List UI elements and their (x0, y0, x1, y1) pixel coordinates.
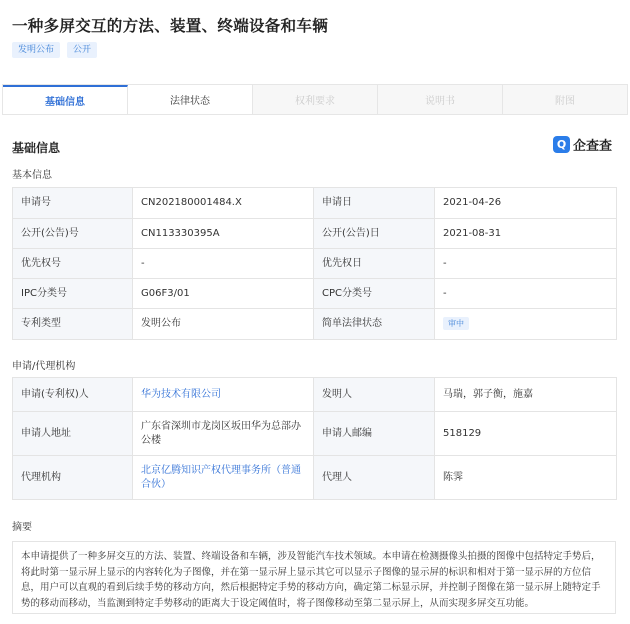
tab-basic-info[interactable]: 基础信息 (3, 85, 128, 114)
page-title: 一种多屏交互的方法、装置、终端设备和车辆 (12, 17, 329, 35)
tab-drawings[interactable]: 附图 (555, 96, 575, 107)
brand-q-icon: Q (553, 136, 570, 153)
field-label: 公开(公告)号 (13, 219, 133, 249)
abstract-heading: 摘要 (12, 522, 32, 533)
field-value: 2021-08-31 (435, 219, 617, 249)
field-label: 申请人地址 (13, 412, 133, 456)
field-label: 优先权号 (13, 249, 133, 279)
field-value: - (435, 249, 617, 279)
agency-table (12, 377, 617, 500)
status-badge: 审中 (443, 317, 469, 330)
table-row (13, 219, 617, 249)
table-row (13, 412, 617, 456)
field-value: 2021-04-26 (435, 188, 617, 219)
agency-heading: 申请/代理机构 (12, 361, 76, 372)
field-value: 518129 (435, 412, 617, 456)
agency-link[interactable]: 北京亿腾知识产权代理事务所（普通合伙） (141, 464, 301, 490)
field-label: 申请日 (314, 188, 435, 219)
basic-info-heading: 基本信息 (12, 170, 52, 181)
tab-legal-status[interactable]: 法律状态 (128, 85, 253, 114)
field-value (435, 309, 617, 340)
field-label: 公开(公告)日 (314, 219, 435, 249)
brand-name: 企查查 (573, 139, 613, 154)
tab-bar (2, 84, 628, 115)
field-label: 专利类型 (13, 309, 133, 340)
table-row (13, 456, 617, 500)
field-label: 代理人 (314, 456, 435, 500)
section-title: 基础信息 (12, 141, 61, 155)
tag-status: 公开 (67, 42, 97, 58)
field-label: 申请号 (13, 188, 133, 219)
table-row (13, 378, 617, 412)
table-row (13, 309, 617, 340)
applicant-link[interactable]: 华为技术有限公司 (141, 388, 221, 400)
table-row (13, 249, 617, 279)
field-value: - (133, 249, 314, 279)
field-label: 简单法律状态 (314, 309, 435, 340)
field-value: 发明公布 (133, 309, 314, 340)
field-label: 代理机构 (13, 456, 133, 500)
table-row (13, 279, 617, 309)
basic-info-table (12, 187, 617, 340)
brand-logo[interactable] (553, 135, 612, 154)
field-value: 陈霁 (435, 456, 617, 500)
field-value: - (435, 279, 617, 309)
field-value: 马瑞，郭子衡，施嘉 (435, 378, 617, 412)
field-value (133, 378, 314, 412)
field-value (133, 456, 314, 500)
tab-description[interactable]: 说明书 (378, 85, 503, 114)
tag-type: 发明公布 (12, 42, 60, 58)
field-value: CN202180001484.X (133, 188, 314, 219)
field-value: 广东省深圳市龙岗区坂田华为总部办公楼 (133, 412, 314, 456)
field-value: CN113330395A (133, 219, 314, 249)
tab-claims[interactable]: 权利要求 (253, 85, 378, 114)
field-label: 发明人 (314, 378, 435, 412)
field-label: CPC分类号 (314, 279, 435, 309)
field-label: IPC分类号 (13, 279, 133, 309)
abstract-text: 本申请提供了一种多屏交互的方法、装置、终端设备和车辆，涉及智能汽车技术领域。本申请在检测摄像头拍摄的图像中包括特定手势后，将此时第一显示屏上显示的内容转化为子图像，并在第一显示屏上显示其它可以显示子图像的显示屏的标识和相对于第一显示屏的方位信息，用户可以直观的看到后续手势的移动方向，然后根据特定手势的移动方向，确定第二标显示屏，并控制子图像在第一显示屏上随特定手势的移动而移动，当监测到特定手势移动的距离大于设定阈值时，将子图像移动至第二显示屏上，从而实现多屏交互功能。 (12, 541, 616, 614)
tag-group (12, 42, 97, 58)
field-value: G06F3/01 (133, 279, 314, 309)
field-label: 优先权日 (314, 249, 435, 279)
table-row (13, 188, 617, 219)
field-label: 申请(专利权)人 (13, 378, 133, 412)
field-label: 申请人邮编 (314, 412, 435, 456)
